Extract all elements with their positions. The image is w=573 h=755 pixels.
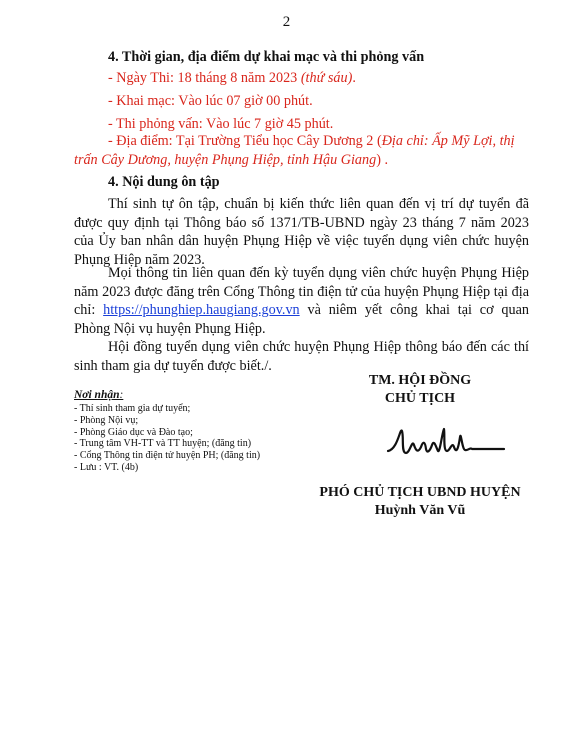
location-end: ) .	[376, 151, 389, 168]
interview-time-line: - Thi phỏng vấn: Vào lúc 7 giờ 45 phút.	[108, 116, 334, 132]
section-review-heading: 4. Nội dung ôn tập	[108, 174, 220, 190]
review-paragraph-text: Thí sinh tự ôn tập, chuẩn bị kiến thức liên quan đến vị trí dự tuyển đã được quy định tại Thông báo số 1371/TB-UBND ngày 23 tháng 7 năm 2023 của Ủy ban nhân dân huyện Phụng Hiệp về việc tuyển dụng viên chức huyện Phụng Hiệp năm 2023.	[74, 196, 529, 268]
recipients-list	[74, 403, 260, 474]
signature-title	[300, 372, 540, 407]
recipient-item: - Trung tâm VH-TT và TT huyện; (đăng tin)	[74, 438, 252, 450]
chairman-label: CHỦ TỊCH	[384, 390, 456, 406]
signer-position: PHÓ CHỦ TỊCH UBND HUYỆN	[319, 485, 521, 500]
recipients-title-text: Nơi nhận	[74, 389, 120, 401]
exam-date-text: - Ngày Thi: 18 tháng 8 năm 2023	[108, 70, 301, 86]
page-number: 2	[282, 14, 291, 30]
recipient-item: - Cổng Thông tin điện tử huyện PH; (đăng tin)	[74, 450, 261, 462]
exam-date-weekday: (thứ sáu)	[300, 70, 353, 86]
exam-date-end: .	[352, 70, 356, 86]
opening-time-line: - Khai mạc: Vào lúc 07 giờ 00 phút.	[108, 93, 313, 109]
location-address: Địa chỉ: Ấp Mỹ Lợi, thị trấn Cây Dương, huyện Phụng Hiệp, tỉnh Hậu Giang	[74, 133, 515, 168]
signer-name: Huỳnh Văn Vũ	[374, 502, 466, 518]
exam-date-line	[108, 68, 356, 89]
closing-paragraph	[74, 338, 529, 375]
handwritten-signature	[386, 423, 506, 463]
recipient-item: - Phòng Giáo dục và Đào tạo;	[74, 426, 193, 438]
section-time-place-heading: 4. Thời gian, địa điểm dự khai mạc và thi phỏng vấn	[108, 49, 425, 65]
review-paragraph	[74, 195, 529, 269]
recipient-item: - Phòng Nội vụ;	[74, 414, 139, 426]
location-text: - Địa điểm: Tại Trường Tiểu học Cây Dương 2 (	[108, 133, 382, 149]
info-paragraph	[74, 264, 529, 338]
recipient-item: - Thí sinh tham gia dự tuyển;	[74, 403, 191, 414]
council-label: TM. HỘI ĐỒNG	[368, 373, 472, 388]
info-paragraph-text: Mọi thông tin liên quan đến kỳ tuyển dụng viên chức huyện Phụng Hiệp năm 2023 được đăng trên Cổng Thông tin điện tử của huyện Phụng Hiệp tại địa chỉ:	[74, 265, 529, 318]
info-paragraph-end: và niêm yết công khai tại cơ quan Phòng Nội vụ huyện Phụng Hiệp.	[74, 302, 530, 337]
portal-link[interactable]: https://phunghiep.haugiang.gov.vn	[103, 302, 300, 318]
recipients-title-colon: :	[119, 389, 124, 401]
recipient-item: - Lưu : VT. (4b)	[74, 461, 139, 473]
location-line	[74, 132, 529, 169]
recipients-title	[74, 388, 123, 402]
closing-paragraph-text: Hội đồng tuyển dụng viên chức huyện Phụng Hiệp thông báo đến các thí sinh tham gia dự tuyển được biết./.	[74, 339, 529, 374]
signer-block	[300, 484, 540, 519]
